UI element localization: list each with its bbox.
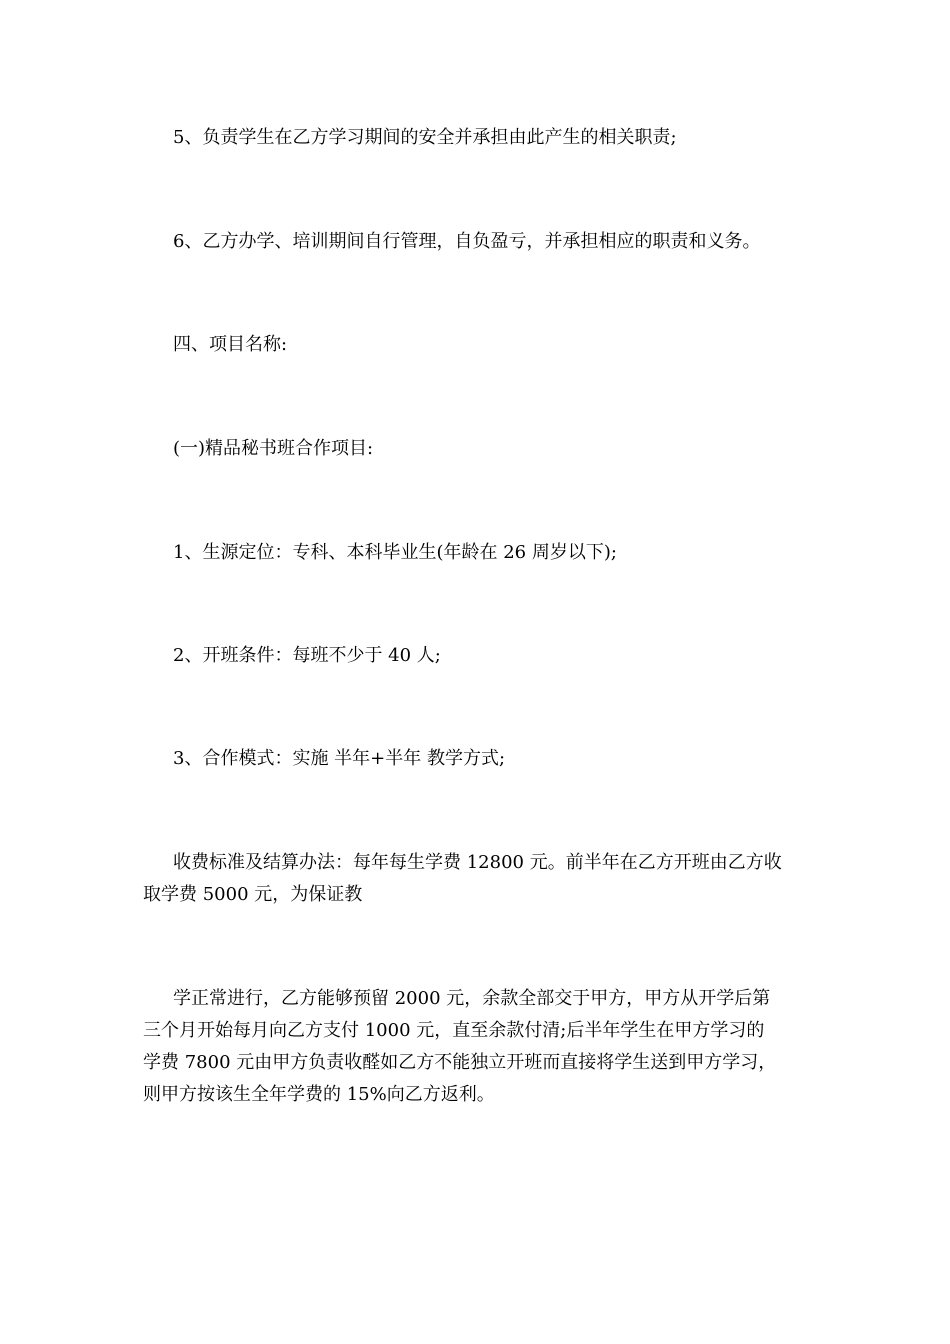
section-heading-project-name: 四、项目名称: bbox=[173, 334, 288, 355]
fee-line-1: 收费标准及结算办法：每年每生学费 12800 元。前半年在乙方开班由乙方收 bbox=[173, 852, 782, 873]
subsection-heading-secretary-class: (一)精品秘书班合作项目: bbox=[173, 438, 374, 459]
settlement-line-4: 则甲方按该生全年学费的 15%向乙方返利。 bbox=[143, 1084, 495, 1105]
settlement-line-2: 三个月开始每月向乙方支付 1000 元，直至余款付清;后半年学生在甲方学习的 bbox=[143, 1020, 765, 1041]
fee-line-2: 取学费 5000 元，为保证教 bbox=[143, 884, 363, 905]
fee-standard-paragraph bbox=[143, 847, 823, 911]
settlement-line-1: 学正常进行，乙方能够预留 2000 元，余款全部交于甲方，甲方从开学后第 bbox=[173, 988, 771, 1009]
settlement-paragraph bbox=[143, 983, 823, 1111]
settlement-line-3: 学费 7800 元由甲方负责收醛如乙方不能独立开班而直接将学生送到甲方学习， bbox=[143, 1052, 777, 1073]
item-2-class-condition: 2、开班条件：每班不少于 40 人; bbox=[173, 645, 441, 666]
item-1-student-source: 1、生源定位：专科、本科毕业生(年龄在 26 周岁以下); bbox=[173, 542, 617, 563]
item-3-cooperation-mode: 3、合作模式：实施 半年+半年 教学方式; bbox=[173, 748, 506, 769]
clause-6: 6、乙方办学、培训期间自行管理，自负盈亏，并承担相应的职责和义务。 bbox=[173, 231, 761, 252]
clause-5: 5、负责学生在乙方学习期间的安全并承担由此产生的相关职责; bbox=[173, 127, 677, 148]
